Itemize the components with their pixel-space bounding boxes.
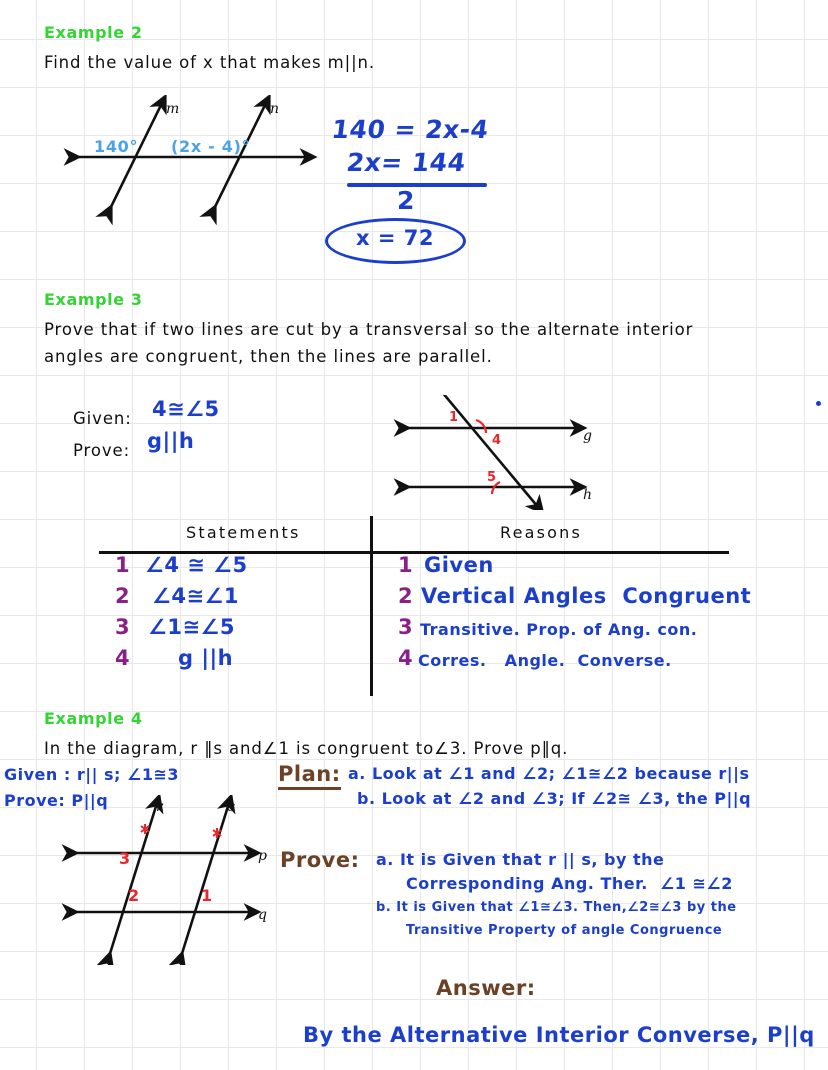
reason-number: 3 (398, 615, 414, 639)
work-equation-line-1: 140 = 2x-4 (330, 115, 491, 144)
prove-a-line-1: a. It is Given that r || s, by the (376, 850, 665, 869)
example-2-diagram (60, 95, 320, 230)
example-2-prompt: Find the value of x that makes m||n. (44, 53, 376, 72)
plan-label: Plan: (278, 762, 341, 790)
statement-number: 4 (115, 646, 131, 670)
example-4-label-q: q (258, 907, 267, 923)
example-4-label-p: p (258, 848, 267, 864)
example-2-heading: Example 2 (44, 23, 143, 42)
example-4-label-r: r (156, 799, 163, 815)
example-4-angle-2: 2 (128, 886, 140, 905)
answer-text: By the Alternative Interior Converse, P||q (303, 1023, 815, 1047)
reason-number: 2 (398, 584, 414, 608)
example-2-label-n: n (270, 101, 280, 117)
prove-a-line-2: Corresponding Ang. Ther. ∠1 ≅∠2 (406, 874, 733, 893)
prove-label: Prove: (280, 848, 360, 872)
statement-text: ∠1≅∠5 (148, 615, 235, 639)
example-4-angle-3: 3 (119, 849, 131, 868)
work-equation-line-2: 2x= 144 (345, 148, 468, 177)
plan-item-b: b. Look at ∠2 and ∠3; If ∠2≅ ∠3, the P||q (357, 789, 752, 808)
example-3-heading: Example 3 (44, 290, 143, 309)
example-3-prove-label: Prove: (73, 441, 131, 460)
work-divisor: 2 (397, 186, 415, 215)
statement-number: 2 (115, 584, 131, 608)
example-4-given-line: Given : r|| s; ∠1≅3 (4, 765, 179, 784)
example-3-angle-4: 4 (492, 433, 502, 448)
reason-text: Given (424, 553, 494, 577)
example-4-heading: Example 4 (44, 709, 143, 728)
example-3-prompt-line-1: Prove that if two lines are cut by a transversal so the alternate interior (44, 320, 694, 339)
example-3-angle-5: 5 (487, 470, 497, 485)
example-3-label-h: h (583, 487, 593, 503)
plan-item-a: a. Look at ∠1 and ∠2; ∠1≅∠2 because r||s (348, 764, 750, 783)
example-2-label-m: m (166, 101, 180, 117)
statements-column-header: Statements (186, 523, 301, 542)
work-division-bar (347, 183, 487, 187)
stray-ink-dot (816, 401, 821, 406)
example-4-prompt: In the diagram, r ‖s and∠1 is congruent to∠3. Prove p‖q. (44, 739, 569, 758)
prove-b-line-1: b. It is Given that ∠1≅∠3. Then,∠2≅∠3 by the (376, 900, 737, 915)
reason-text: Transitive. Prop. of Ang. con. (420, 620, 698, 639)
example-3-given-label: Given: (73, 409, 132, 428)
work-answer: x = 72 (356, 226, 434, 250)
example-4-prove-line: Prove: P||q (4, 791, 109, 810)
statement-text: ∠4 ≅ ∠5 (145, 553, 248, 577)
reason-text: Vertical Angles Congruent (421, 584, 752, 608)
statement-text: ∠4≅∠1 (152, 584, 239, 608)
prove-b-line-2: Transitive Property of angle Congruence (406, 923, 723, 938)
reasons-column-header: Reasons (500, 523, 583, 542)
example-2-angle-right: (2x - 4)° (171, 137, 251, 156)
example-4-label-s: s (228, 799, 236, 815)
example-3-prove-value: g||h (147, 429, 195, 453)
example-2-angle-left: 140° (94, 137, 139, 156)
reason-number: 4 (398, 646, 414, 670)
example-4-diagram (60, 795, 290, 965)
example-3-given-value: 4≅∠5 (152, 397, 220, 421)
answer-label: Answer: (436, 976, 536, 1000)
example-3-label-g: g (583, 428, 592, 444)
reason-text: Corres. Angle. Converse. (418, 651, 672, 670)
example-3-angle-1: 1 (449, 410, 459, 425)
example-4-angle-1: 1 (201, 886, 213, 905)
statement-number: 1 (115, 553, 131, 577)
example-3-prompt-line-2: angles are congruent, then the lines are parallel. (44, 347, 493, 366)
reason-number: 1 (398, 553, 414, 577)
statement-text: g ||h (178, 646, 234, 670)
statement-number: 3 (115, 615, 131, 639)
table-vertical-rule (370, 516, 373, 696)
example-3-diagram (390, 395, 610, 510)
